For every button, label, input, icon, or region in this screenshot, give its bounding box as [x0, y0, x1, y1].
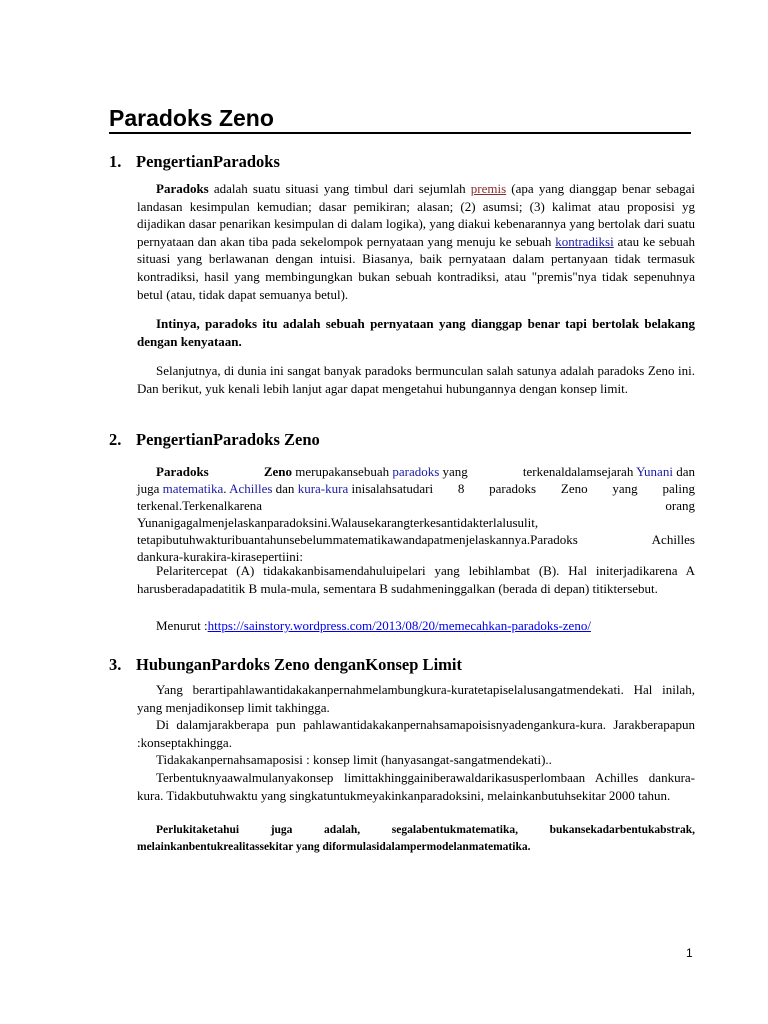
word: . [223, 481, 230, 496]
word: dan [676, 464, 695, 479]
section-2-paragraph-2: Pelaritercepat (A) tidakakanbisamendahuluipelari yang lebihlambat (B). Hal initerjadikarena A harusberadapadatitik B mula-mula, sementara B sudahmeninggalkan (berada di depan) titiktersebut. [137, 563, 695, 596]
paragraph-text: atau ke sebuah situasi yang berlawanan dengan intuisi. Biasanya, baik pernyataan dalam pertanyaan tidak termasuk kontradiksi, hasil yang membingungkan bukan sebuah kontradiksi, atau "premis"nya tidak sepenuhnya betul (atau, tidak dapat semuanya betul). [137, 233, 696, 302]
word: Achilles [651, 532, 695, 547]
word: Zeno [560, 481, 588, 496]
section-2-reference [137, 617, 695, 635]
section-1-paragraph-2: Intinya, paradoks itu adalah sebuah pernyataan yang dianggap benar tapi bertolak belakang dengan kenyataan. [137, 316, 695, 349]
word: yang [442, 464, 468, 479]
word: yang [612, 481, 638, 496]
section-3-heading [109, 655, 462, 675]
paradoks-link[interactable]: paradoks [392, 464, 440, 479]
zeno-term: Zeno [263, 464, 292, 479]
text-line [137, 531, 695, 548]
section-1-paragraph-3: Selanjutnya, di dunia ini sangat banyak paradoks bermunculan salah satunya adalah paradoks Zeno ini. Dan berikut, yuk kenali lebih lanjut agar dapat mengetahui hubungannya dengan konsep limit. [137, 363, 695, 396]
section-1-heading [109, 152, 280, 172]
section-1-paragraph-1 [137, 180, 695, 303]
word: terkenal.Terkenalkarena [137, 498, 263, 513]
paradoks-term: Paradoks [156, 464, 209, 479]
text-line [137, 497, 695, 514]
text-line [137, 480, 695, 497]
word: terkenaldalamsejarah [522, 464, 634, 479]
section-1-number: 1. [109, 152, 122, 171]
text-line: dankura-kurakira-kirasepertiini: [137, 549, 304, 564]
word: orang [665, 498, 695, 513]
word: tetapibutuhwakturibuantahunsebelummatematikawandapatmenjelaskannya.Paradoks [137, 532, 578, 547]
word: dan [272, 481, 298, 496]
section-3-paragraph-5: Perlukitaketahui juga adalah, segalabentukmatematika, bukansekadarbentukabstrak, melainkanbentukrealitassekitar yang diformulasidalampermodelanmatematika. [137, 824, 695, 853]
section-2-paragraph-1 [137, 463, 695, 565]
page-number: 1 [686, 946, 693, 960]
yunani-link[interactable]: Yunani [636, 464, 673, 479]
kontradiksi-link[interactable]: kontradiksi [555, 233, 614, 249]
section-3-paragraph-4: Terbentuknyaawalmulanyakonsep limittakhinggainiberawaldarikasusperlombaan Achilles dankura-kura. Tidakbutuhwaktu yang singkatuntukmeyakinkanparadoksini, melainkanbutuhsekitar 2000 tahun. [137, 770, 695, 803]
word: paradoks [489, 481, 537, 496]
kura-kura-link[interactable]: kura-kura [297, 481, 349, 496]
word: merupakansebuah [295, 464, 390, 479]
premis-link[interactable]: premis [470, 181, 507, 196]
word: juga [137, 481, 160, 496]
paragraph-text: (apa yang dianggap benar sebagai landasan kesimpulan kemudian; dasar pemikiran; alasan; (2) asumsi; (3) kalimat atau proposisi yg dijadikan dasar penarikan kesimpulan di dalam logika), yang diakui kebenarannya yang bertolak dari suatu pernyataan dan akan tiba pada sekelompok pernyataan yang menuju ke sebuah [137, 181, 695, 249]
text-line: Yunanigagalmenjelaskanparadoksini.Walausekarangterkesantidakterlalusulit, [137, 515, 539, 530]
paradoks-term: Paradoks [156, 181, 209, 196]
section-1-title: PengertianParadoks [136, 152, 280, 171]
section-3-number: 3. [109, 655, 122, 674]
section-2-heading [109, 430, 320, 450]
section-3-title: HubunganPardoks Zeno denganKonsep Limit [136, 655, 462, 674]
section-3-paragraph-3: Tidakakanpernahsamaposisi : konsep limit (hanyasangat-sangatmendekati).. [156, 752, 552, 767]
word: inisalahsatudari [348, 481, 434, 496]
word: paling [662, 481, 695, 496]
matematika-link[interactable]: matematika [162, 481, 224, 496]
text-line [137, 463, 695, 480]
achilles-link[interactable]: Achilles [229, 481, 273, 496]
reference-label: Menurut : [156, 618, 208, 633]
paragraph-text: adalah suatu situasi yang timbul dari sejumlah [208, 181, 471, 196]
word: 8 [457, 481, 465, 496]
reference-link[interactable]: https://sainstory.wordpress.com/2013/08/20/memecahkan-paradoks-zeno/ [207, 618, 591, 633]
section-2-title: PengertianParadoks Zeno [136, 430, 320, 449]
page-title: Paradoks Zeno [109, 104, 691, 134]
section-3-paragraph-2: Di dalamjarakberapa pun pahlawantidakakanpernahsamapoisisnyadengankura-kura. Jarakberapapun :konseptakhingga. [137, 717, 695, 750]
section-3-paragraph-1: Yang berartipahlawantidakakanpernahmelambungkura-kuratetapiselalusangatmendekati. Hal inilah, yang menjadikonsep limit takhingga. [137, 682, 695, 715]
section-2-number: 2. [109, 430, 122, 449]
